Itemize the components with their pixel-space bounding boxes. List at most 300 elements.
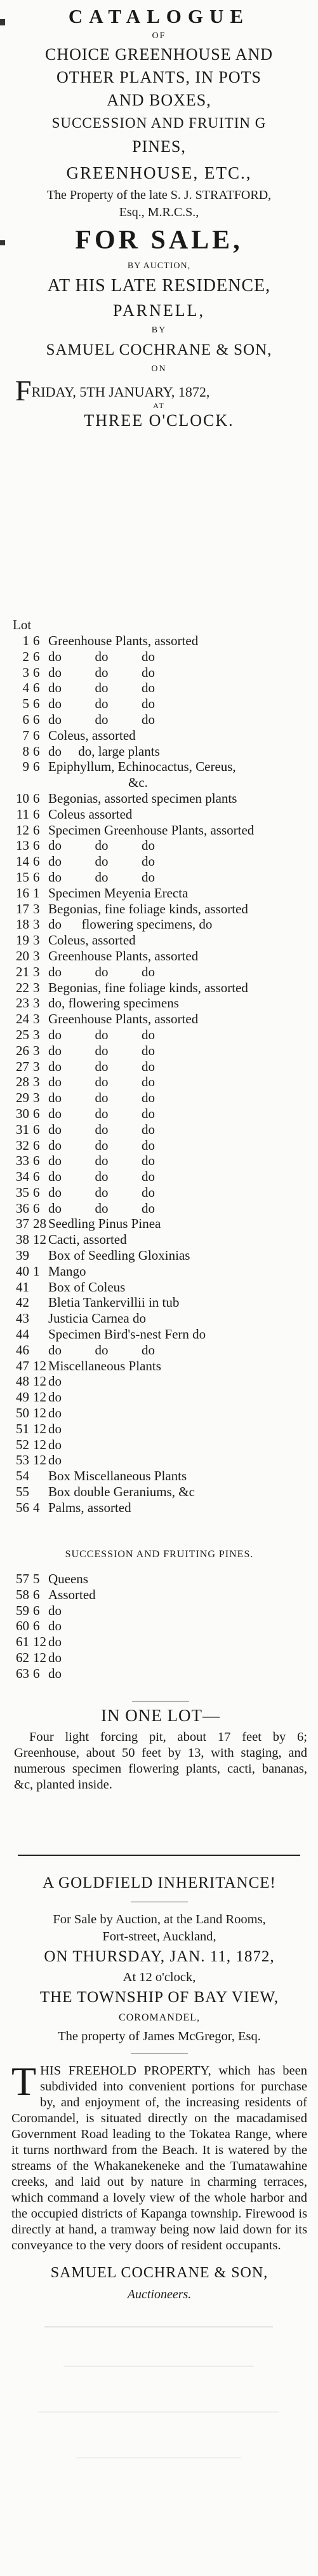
lot-number: 10 [16,790,29,806]
lot-description: do do do [48,964,155,979]
goldfield-owner: The property of James McGregor, Esq. [58,2029,261,2043]
lot-description: Epiphyllum, Echinocactus, Cereus, [48,759,236,775]
lot-row [10,649,308,665]
lot-description: do do do [48,1184,155,1200]
faded-rule [38,2411,279,2413]
lot-number: 25 [16,1026,29,1042]
lot-row [10,712,308,728]
lot-quantity: 3 [33,1026,40,1042]
lot-description: Begonias, fine foliage kinds, assorted [48,979,248,995]
lot-row [10,775,308,791]
lot-quantity: 3 [33,964,40,979]
place-line: PARNELL, [112,301,206,320]
lot-row [10,838,308,854]
lot-row [10,1326,308,1342]
lot-number: 51 [16,1421,29,1436]
lot-number: 8 [22,743,29,759]
lot-number: 9 [22,759,29,775]
lot-quantity: 6 [33,1586,40,1602]
lot-description: Mango [48,1263,86,1279]
lot-row [10,1090,308,1106]
lot-number: 11 [16,806,29,822]
lot-number: 29 [16,1090,29,1106]
lot-quantity: 6 [33,1618,40,1634]
lot-number: 53 [16,1452,29,1468]
lot-description: do do do [48,696,155,712]
lot-description: do [48,1602,62,1618]
lot-row [10,680,308,696]
goldfield-line-2: Fort-street, Auckland, [102,1930,216,1944]
lot-row [10,1122,308,1138]
property-line-2: Esq., M.R.C.S., [119,205,199,219]
pines-heading: SUCCESSION AND FRUITING PINES. [65,1549,254,1560]
lot-quantity: 3 [33,995,40,1011]
lot-description: do do do [48,680,155,696]
lot-number: 4 [22,680,29,696]
lot-number: 57 [16,1571,29,1586]
lot-quantity: 12 [33,1421,46,1436]
margin-mark [0,19,5,25]
lot-row [10,759,308,775]
goldfield-auctioneers-label: Auctioneers. [127,2287,192,2301]
lot-number: 6 [22,711,29,727]
lot-quantity: 12 [33,1452,46,1468]
lot-number [10,775,33,791]
lot-quantity: 6 [33,711,40,727]
lot-row [10,791,308,807]
lot-row [10,1138,308,1154]
lot-number: 56 [16,1499,29,1515]
lot-number: 16 [16,885,29,901]
lot-quantity: 6 [33,1105,40,1121]
header-line-6: GREENHOUSE, ETC., [66,163,252,182]
lot-description: do do do [48,1169,155,1185]
lot-row [10,1311,308,1326]
pines-section [10,1546,308,1682]
lot-number: 5 [22,696,29,712]
lot-row [10,744,308,760]
lot-number: 21 [16,964,29,979]
lot-row [10,1421,308,1437]
lot-quantity: 3 [33,948,40,964]
lot-number: 15 [16,869,29,885]
lot-row [10,1264,308,1279]
lot-number: 7 [22,727,29,743]
lot-description: do, flowering specimens [48,995,179,1011]
lot-description: Coleus, assorted [48,932,136,948]
lot-quantity: 12 [33,1649,46,1665]
lot-row [10,1201,308,1216]
lot-row [10,917,308,932]
lot-quantity: 12 [33,1405,46,1421]
lot-row [10,869,308,885]
lot-number: 62 [16,1649,29,1665]
header-line-2: OTHER PLANTS, IN POTS [56,68,262,86]
lot-description: do do do [48,1042,155,1058]
lot-quantity: 6 [33,648,40,664]
lot-description: Box Miscellaneous Plants [48,1468,187,1484]
lot-number: 12 [16,822,29,838]
of-label: OF [152,31,166,41]
lot-description: Begonias, fine foliage kinds, assorted [48,901,248,917]
lot-description: Begonias, assorted specimen plants [48,790,237,806]
lot-description: Box of Seedling Gloxinias [48,1248,190,1264]
lot-description: Coleus, assorted [48,727,136,743]
lot-number: 3 [22,664,29,680]
lot-row [10,1603,308,1619]
lot-description: do do do [48,1121,155,1137]
lot-number: 40 [16,1263,29,1279]
lot-quantity: 6 [33,854,40,869]
lot-quantity: 6 [33,1137,40,1153]
lot-quantity: 12 [33,1436,46,1452]
faded-rule [63,2366,254,2367]
lot-number: 35 [16,1184,29,1200]
lot-description: Seedling Pinus Pinea [48,1216,161,1232]
lot-description: do [48,1665,62,1681]
lot-row [10,1389,308,1405]
lot-description: Box double Geraniums, &c [48,1484,195,1500]
lot-quantity: 6 [33,680,40,696]
lot-quantity: 3 [33,1058,40,1074]
lot-description: Specimen Greenhouse Plants, assorted [48,822,255,838]
lot-description: do flowering specimens, do [48,917,213,932]
sale-time: THREE O'CLOCK. [84,411,234,430]
lot-row [10,1484,308,1500]
lot-description: do [48,1389,62,1405]
lot-quantity: 6 [33,743,40,759]
lot-description: do do do [48,854,155,869]
lot-quantity: 6 [33,838,40,854]
on-label: ON [151,364,167,374]
lot-row [10,1248,308,1264]
lot-quantity: 12 [33,1634,46,1650]
lot-row [10,665,308,681]
lot-number: 14 [16,854,29,869]
faded-region [25,2314,292,2568]
lot-quantity [33,1326,48,1342]
paragraph-text: HIS FREEHOLD PROPERTY, which has been subdivided into convenient portions for purchase by, and enjoyment of, the increasing residents of Coromandel, is situated directly on the macadamised Government Road leading to the Tokatea Range, where it turns northward from the Beach. It is watered by the streams of the Whakanekeneke and the Tumatawahine creeks, and laid out by nature in charming terraces, which command a lovely view of the whole harbor and the occupied districts of Kapanga township. Firewood is directly at hand, a tramway being now laid down for its conveyance to the very doors of resident occupants. [11,2064,307,2252]
lot-quantity [33,1295,48,1311]
lot-number: 63 [16,1665,29,1681]
lot-description: Coleus assorted [48,806,133,822]
lot-row [10,1500,308,1516]
lot-row [10,1216,308,1232]
lot-quantity [33,1484,48,1500]
lot-number: 19 [16,932,29,948]
lot-quantity: 6 [33,664,40,680]
goldfield-heading: A GOLDFIELD INHERITANCE! [43,1874,276,1891]
goldfield-township: THE TOWNSHIP OF BAY VIEW, [39,1989,279,2006]
lot-row [10,1059,308,1075]
lot-description: do do do [48,1058,155,1074]
for-sale-heading: FOR SALE, [75,226,243,255]
by-auction-label: BY AUCTION, [127,261,191,271]
pines-table [10,1571,308,1682]
lot-quantity: 6 [33,633,40,648]
lot-description: Queens [48,1571,88,1586]
lot-number: 47 [16,1358,29,1373]
lot-number: 1 [22,633,29,648]
lot-row [10,1666,308,1682]
lot-quantity: 3 [33,1090,40,1106]
lot-description: do [48,1421,62,1436]
lot-number: 26 [16,1042,29,1058]
at-label: AT [153,401,165,410]
lot-description: do do do [48,711,155,727]
lot-description: Greenhouse Plants, assorted [48,633,199,648]
lot-description: Assorted [48,1586,96,1602]
lot-number: 60 [16,1618,29,1634]
lot-row [10,1405,308,1421]
lot-quantity: 6 [33,1602,40,1618]
paragraph-dropcap: T [11,2059,37,2104]
lot-quantity: 6 [33,822,40,838]
lot-number: 32 [16,1137,29,1153]
lot-row [10,696,308,712]
lot-row [10,995,308,1011]
lot-number: 37 [16,1216,29,1232]
lot-quantity: 12 [33,1389,46,1405]
lot-row [10,1169,308,1185]
lot-row [10,1185,308,1201]
lot-row [10,932,308,948]
lot-row [10,633,308,649]
lot-description: Palms, assorted [48,1499,131,1515]
lot-number: 59 [16,1602,29,1618]
lot-number: 39 [16,1248,29,1264]
lot-quantity [33,1311,48,1326]
lot-row [10,1295,308,1311]
lot-quantity: 12 [33,1232,46,1248]
lot-label: Lot [13,617,32,632]
lot-number: 27 [16,1058,29,1074]
lot-description: do [48,1436,62,1452]
header-line-5: PINES, [132,137,186,156]
lot-row [10,964,308,980]
lot-number: 49 [16,1389,29,1405]
lot-description: do do do [48,648,155,664]
lot-quantity: 3 [33,917,40,932]
date-dropcap: F [15,374,32,407]
lot-row [10,885,308,901]
lot-number: 17 [16,901,29,917]
lot-quantity: 3 [33,1074,40,1090]
lot-description: do [48,1452,62,1468]
lot-description: do [48,1373,62,1389]
lot-quantity: 4 [33,1499,40,1515]
lot-description: do do do [48,838,155,854]
lot-quantity [33,1342,48,1358]
lot-row [10,1043,308,1059]
lot-quantity: 6 [33,1665,40,1681]
lot-description: Box of Coleus [48,1279,126,1295]
lot-number: 20 [16,948,29,964]
lot-number: 44 [16,1326,29,1342]
lot-row [10,1571,308,1587]
lot-row [10,1232,308,1248]
lot-row [10,1074,308,1090]
lot-row [10,1153,308,1169]
lot-number: 58 [16,1586,29,1602]
one-lot-section [14,1701,307,1793]
catalogue-header [6,4,312,432]
lot-description: Specimen Meyenia Erecta [48,885,189,901]
auctioneer-name: SAMUEL COCHRANE & SON, [46,341,272,358]
one-lot-text: Four light forcing pit, about 17 feet by 6; Greenhouse, about 50 feet by 13, with staging, and numerous specimen flowering plants, cacti, bananas, &c, planted inside. [14,1730,307,1792]
lot-row [10,854,308,869]
lot-quantity: 6 [33,759,40,775]
faded-rule [44,2326,273,2327]
lot-number: 52 [16,1436,29,1452]
lot-number: 33 [16,1153,29,1169]
goldfield-auctioneer: SAMUEL COCHRANE & SON, [50,2265,268,2281]
lot-description: Miscellaneous Plants [48,1358,161,1373]
by-label: BY [151,325,167,335]
lot-quantity: 3 [33,1042,40,1058]
lot-number: 55 [16,1484,29,1500]
lot-description: do [48,1634,62,1650]
header-line-4: SUCCESSION AND FRUITIN G [51,115,267,131]
lot-description: do do do [48,664,155,680]
lot-description: Greenhouse Plants, assorted [48,1011,199,1027]
lot-description: do do do [48,1137,155,1153]
lot-number: 31 [16,1121,29,1137]
lot-number: 43 [16,1311,29,1326]
lot-quantity: 6 [33,1121,40,1137]
date-text: RIDAY, 5TH JANUARY, 1872, [31,384,210,400]
faded-rule [76,2457,241,2458]
lot-quantity: 5 [33,1571,40,1586]
lot-description: do [48,1649,62,1665]
lot-number: 61 [16,1634,29,1650]
lot-row [10,1634,308,1650]
lot-description: do do do [48,1074,155,1090]
lot-number: 13 [16,838,29,854]
lot-row [10,1587,308,1603]
goldfield-location: COROMANDEL, [119,2012,200,2023]
lot-description: do do do [48,869,155,885]
residence-line: AT HIS LATE RESIDENCE, [47,276,271,296]
lot-description: do [48,1405,62,1421]
lot-row [10,1437,308,1453]
lot-row [10,901,308,917]
lot-row [10,1452,308,1468]
lot-number: 41 [16,1279,29,1295]
lot-number: 2 [22,648,29,664]
catalogue-title: CATALOGUE [68,5,250,27]
lot-quantity: 6 [33,1153,40,1169]
goldfield-ad [11,1872,307,2303]
lot-number: 18 [16,917,29,932]
lot-number: 24 [16,1011,29,1027]
lot-quantity: 12 [33,1373,46,1389]
lot-row [10,822,308,838]
lot-number: 23 [16,995,29,1011]
lot-number: 48 [16,1373,29,1389]
lot-description: do [48,1618,62,1634]
lot-quantity: 6 [33,806,40,822]
lot-quantity [33,1248,48,1264]
lot-quantity: 6 [33,1200,40,1216]
lot-number: 38 [16,1232,29,1248]
lot-row [10,1342,308,1358]
lot-description: Bletia Tankervillii in tub [48,1295,180,1311]
lot-quantity [33,775,48,791]
lot-row [10,1358,308,1374]
lot-description: do do do [48,1105,155,1121]
lot-number: 34 [16,1169,29,1185]
lot-row [10,807,308,822]
lot-description: do do do [48,1090,155,1106]
lot-description: do do do [48,1200,155,1216]
lot-number: 46 [16,1342,29,1358]
lot-quantity: 3 [33,932,40,948]
header-line-1: CHOICE GREENHOUSE AND [45,45,273,64]
lot-quantity: 1 [33,1263,40,1279]
lot-number: 36 [16,1200,29,1216]
lot-description: Justicia Carnea do [48,1311,146,1326]
lot-quantity: 12 [33,1358,46,1373]
lot-row [10,1011,308,1027]
section-divider [18,1855,300,1856]
lot-quantity: 6 [33,696,40,712]
lot-description: do do do [48,1153,155,1169]
lot-quantity: 6 [33,869,40,885]
lot-quantity [33,1279,48,1295]
one-lot-heading: IN ONE LOT— [101,1706,220,1725]
lot-quantity: 6 [33,727,40,743]
lot-description: do do do [48,1342,155,1358]
goldfield-date: ON THURSDAY, JAN. 11, 1872, [44,1948,275,1965]
lot-quantity: 3 [33,1011,40,1027]
lot-row [10,1373,308,1389]
lot-description: Cacti, assorted [48,1232,127,1248]
lot-quantity: 3 [33,979,40,995]
lot-row [10,948,308,964]
lot-row [10,1279,308,1295]
lot-number: 42 [16,1295,29,1311]
lot-number: 30 [16,1105,29,1121]
property-line: The Property of the late S. J. STRATFORD, [46,188,272,202]
lot-row [10,1027,308,1043]
lot-description: do do do [48,1026,155,1042]
lot-number: 50 [16,1405,29,1421]
lot-row [10,1618,308,1634]
lot-description: do do, large plants [48,743,160,759]
lot-number: 22 [16,979,29,995]
lot-description: Specimen Bird's-nest Fern do [48,1326,206,1342]
lot-quantity [33,1468,48,1484]
margin-mark [0,240,5,245]
lot-quantity: 3 [33,901,40,917]
header-line-3: AND BOXES, [107,91,211,109]
lot-number: 28 [16,1074,29,1090]
lot-quantity: 28 [33,1216,46,1232]
lot-row [10,1650,308,1666]
lot-number: 54 [16,1468,29,1484]
goldfield-time: At 12 o'clock, [123,1970,196,1984]
lot-row [10,980,308,996]
lot-row [10,1106,308,1122]
goldfield-paragraph [11,2059,307,2254]
lot-quantity: 6 [33,1169,40,1185]
lot-row [10,1468,308,1484]
lot-description: &c. [48,775,148,791]
lot-list [10,617,308,1516]
lot-quantity: 1 [33,885,40,901]
lots-table [10,633,308,1516]
